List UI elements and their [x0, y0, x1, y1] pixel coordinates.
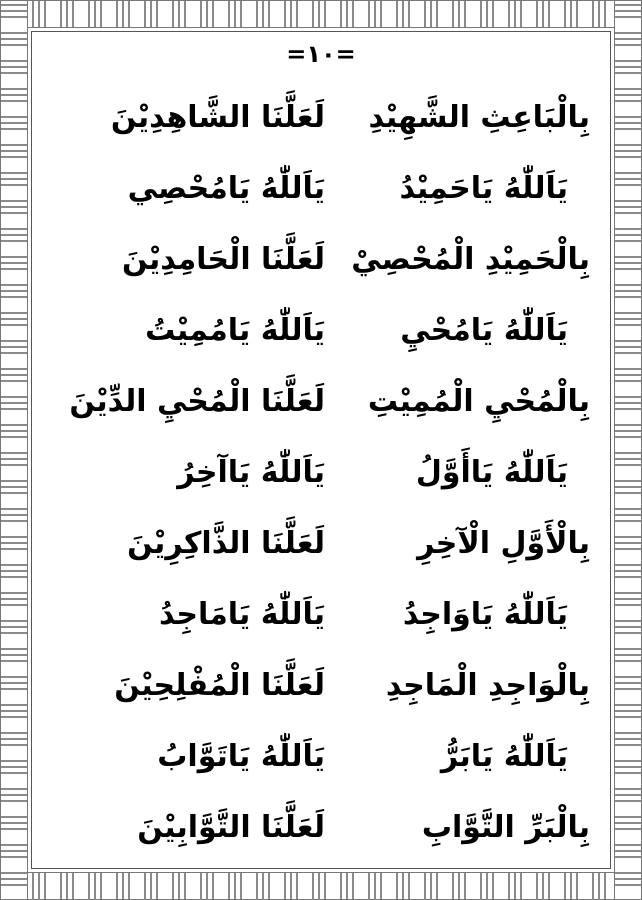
verse-line: [100, 161, 590, 232]
verse-line: [100, 729, 590, 800]
verse-left-hemistich: يَاَللّٰهُ يَامُحْصِي: [127, 171, 325, 206]
ornamental-border-bottom: [0, 872, 642, 900]
verse-line: [100, 303, 590, 374]
verse-right-hemistich: بِالْمُحْيِ الْمُمِيْتِ: [367, 384, 590, 419]
verse-right-hemistich: بِالْأَوَّلِ الْآخِرِ: [417, 526, 590, 561]
verse-right-hemistich: بِالْبَرِّ التَّوَّابِ: [421, 810, 590, 845]
verse-line: [69, 374, 590, 445]
verse-right-hemistich: يَاَللّٰهُ يَاأَوَّلُ: [415, 455, 568, 490]
verse-left-hemistich: لَعَلَّنَا الْمُفْلِحِيْنَ: [114, 668, 325, 703]
verse-right-hemistich: بِالْحَمِيْدِ الْمُحْصِيْ: [351, 242, 590, 277]
verse-right-hemistich: يَاَللّٰهُ يَامُحْيِ: [400, 313, 568, 348]
verse-line: [100, 516, 590, 587]
verse-line: [100, 587, 590, 658]
verse-line: [100, 445, 590, 516]
verse-left-hemistich: لَعَلَّنَا الْمُحْيِ الدِّيْنَ: [69, 384, 325, 419]
ornamental-border-top: [0, 0, 642, 28]
verse-left-hemistich: لَعَلَّنَا الذَّاكِرِيْنَ: [127, 526, 325, 561]
verse-left-hemistich: يَاَللّٰهُ يَامَاجِدُ: [159, 597, 325, 632]
verse-list: [69, 90, 590, 871]
verse-left-hemistich: يَاَللّٰهُ يَاتَوَّابُ: [157, 739, 325, 774]
verse-right-hemistich: يَاَللّٰهُ يَاحَمِيْدُ: [399, 171, 568, 206]
verse-left-hemistich: لَعَلَّنَا الْحَامِدِيْنَ: [122, 242, 325, 277]
verse-right-hemistich: بِالْبَاعِثِ الشَّهِيْدِ: [368, 100, 590, 135]
verse-line: [100, 800, 590, 871]
verse-right-hemistich: بِالْوَاجِدِ الْمَاجِدِ: [385, 668, 590, 703]
verse-right-hemistich: يَاَللّٰهُ يَابَرُّ: [440, 739, 568, 774]
verse-left-hemistich: يَاَللّٰهُ يَاآخِرُ: [177, 455, 325, 490]
verse-right-hemistich: يَاَللّٰهُ يَاوَاجِدُ: [402, 597, 568, 632]
ornamental-border-right: [614, 0, 642, 900]
verse-line: [100, 232, 590, 303]
ornamental-border-left: [0, 0, 28, 900]
verse-left-hemistich: يَاَللّٰهُ يَامُمِيْتُ: [145, 313, 325, 348]
verse-line: [100, 90, 590, 161]
verse-line: [100, 658, 590, 729]
page-number: =١٠=: [286, 40, 356, 68]
verse-left-hemistich: لَعَلَّنَا الشَّاهِدِيْنَ: [110, 100, 325, 135]
verse-left-hemistich: لَعَلَّنَا التَّوَّابِيْنَ: [137, 810, 325, 845]
